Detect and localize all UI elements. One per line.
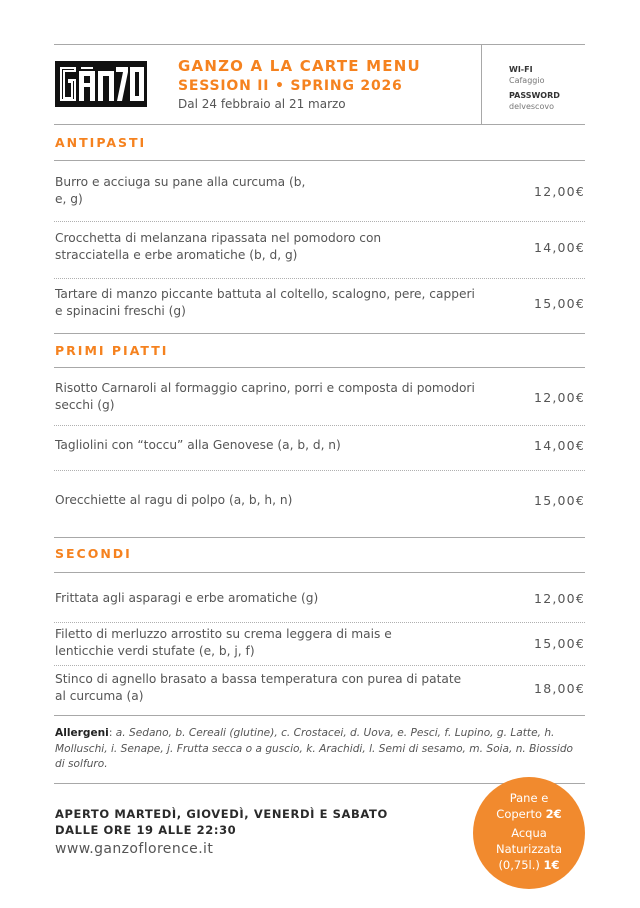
ganzo-logo bbox=[55, 61, 147, 107]
menu-item-price: 15,00€ bbox=[534, 635, 585, 651]
menu-item-name: Tartare di manzo piccante battuta al coltello, scalogno, pere, capperi e spinacini freschi (g) bbox=[55, 287, 475, 318]
menu-item-name: Orecchiette al ragu di polpo (a, b, h, n) bbox=[55, 493, 293, 507]
water-label-1: Acqua bbox=[511, 826, 547, 840]
water-price: 1€ bbox=[543, 858, 560, 872]
item-divider bbox=[54, 278, 585, 279]
menu-item bbox=[55, 437, 585, 454]
menu-item-name: Filetto di merluzzo arrostito su crema leggera di mais e lenticchie verdi stufate (e, b, j, f) bbox=[55, 627, 392, 658]
cover-charge-badge bbox=[473, 777, 585, 889]
header-bottom-rule bbox=[54, 124, 585, 125]
wifi-password: delvescovo bbox=[509, 102, 554, 111]
menu-session: SESSION II • SPRING 2026 bbox=[178, 78, 403, 94]
ganzo-logo-icon bbox=[55, 61, 147, 107]
menu-item-price: 15,00€ bbox=[534, 493, 585, 508]
menu-item-price: 14,00€ bbox=[534, 239, 585, 255]
menu-item bbox=[55, 671, 585, 705]
section-rule bbox=[54, 367, 585, 368]
opening-days: APERTO MARTEDÌ, GIOVEDÌ, VENERDÌ E SABATO bbox=[55, 807, 388, 821]
menu-item bbox=[55, 286, 585, 320]
section-title-secondi: SECONDI bbox=[55, 546, 132, 561]
section-title-antipasti: ANTIPASTI bbox=[55, 135, 147, 150]
bread-line bbox=[473, 806, 585, 822]
menu-item bbox=[55, 492, 585, 509]
section-rule bbox=[54, 160, 585, 161]
opening-hours bbox=[55, 806, 388, 859]
bread-label-1: Pane e bbox=[509, 791, 549, 805]
menu-item-price: 12,00€ bbox=[534, 183, 585, 199]
item-divider bbox=[54, 221, 585, 222]
item-divider bbox=[54, 622, 585, 623]
water-label-3: (0,75l.) bbox=[498, 858, 540, 872]
menu-item-name: Crocchetta di melanzana ripassata nel pomodoro con stracciatella e erbe aromatiche (b, d, g) bbox=[55, 231, 382, 262]
menu-item-price: 18,00€ bbox=[534, 680, 585, 696]
wifi-label: WI-FI bbox=[509, 65, 533, 74]
section-rule bbox=[54, 715, 585, 716]
menu-item bbox=[55, 626, 585, 660]
menu-item-name: Frittata agli asparagi e erbe aromatiche (g) bbox=[55, 591, 319, 605]
bread-label-2: Coperto bbox=[496, 807, 543, 821]
menu-dates: Dal 24 febbraio al 21 marzo bbox=[178, 97, 346, 111]
wifi-info bbox=[509, 64, 560, 116]
menu-item-price: 15,00€ bbox=[534, 295, 585, 311]
menu-item-price: 14,00€ bbox=[534, 438, 585, 453]
allergens-list: a. Sedano, b. Cereali (glutine), c. Crostacei, d. Uova, e. Pesci, f. Lupino, g. Latte, h. Molluschi, i. Senape, j. Frutta secca o a guscio, k. Arachidi, l. Semi di sesamo, m. Soia, n. Biossido di solfuro. bbox=[55, 727, 574, 770]
menu-title: GANZO A LA CARTE MENU bbox=[178, 57, 421, 75]
item-divider bbox=[54, 470, 585, 471]
item-divider bbox=[54, 425, 585, 426]
menu-item bbox=[55, 174, 585, 208]
allergens-note: Allergeni: a. Sedano, b. Cereali (glutine), c. Crostacei, d. Uova, e. Pesci, f. Lupino, g. Latte, h. Molluschi, i. Senape, j. Frutta secca o a guscio, k. Arachidi, l. Semi di sesamo, m. Soia, n. Biossido di solfuro. bbox=[55, 727, 574, 770]
menu-item-name: Risotto Carnaroli al formaggio caprino, porri e composta di pomodori secchi (g) bbox=[55, 381, 475, 412]
water-line bbox=[473, 857, 585, 873]
menu-item-name: Stinco di agnello brasato a bassa temperatura con purea di patate al curcuma (a) bbox=[55, 672, 462, 703]
header-top-rule bbox=[54, 44, 585, 45]
opening-time: DALLE ORE 19 ALLE 22:30 bbox=[55, 823, 237, 837]
allergens-label: Allergeni bbox=[55, 727, 109, 739]
section-rule bbox=[54, 333, 585, 334]
menu-item-price: 12,00€ bbox=[534, 389, 585, 405]
item-divider bbox=[54, 665, 585, 666]
menu-item bbox=[55, 230, 585, 264]
bread-price: 2€ bbox=[545, 807, 562, 821]
wifi-password-label: PASSWORD bbox=[509, 91, 560, 100]
header-divider bbox=[481, 44, 482, 125]
wifi-network: Cafaggio bbox=[509, 76, 545, 85]
section-rule bbox=[54, 572, 585, 573]
menu-item bbox=[55, 590, 585, 607]
water-label-2: Naturizzata bbox=[495, 842, 563, 856]
website-link[interactable]: www.ganzoflorence.it bbox=[55, 841, 214, 857]
section-title-primi-piatti: PRIMI PIATTI bbox=[55, 343, 169, 358]
menu-item bbox=[55, 380, 585, 414]
menu-item-price: 12,00€ bbox=[534, 591, 585, 606]
menu-title-block bbox=[178, 56, 421, 113]
section-rule bbox=[54, 537, 585, 538]
menu-item-name: Burro e acciuga su pane alla curcuma (b, e, g) bbox=[55, 175, 306, 206]
menu-item-name: Tagliolini con “toccu” alla Genovese (a, b, d, n) bbox=[55, 438, 341, 452]
